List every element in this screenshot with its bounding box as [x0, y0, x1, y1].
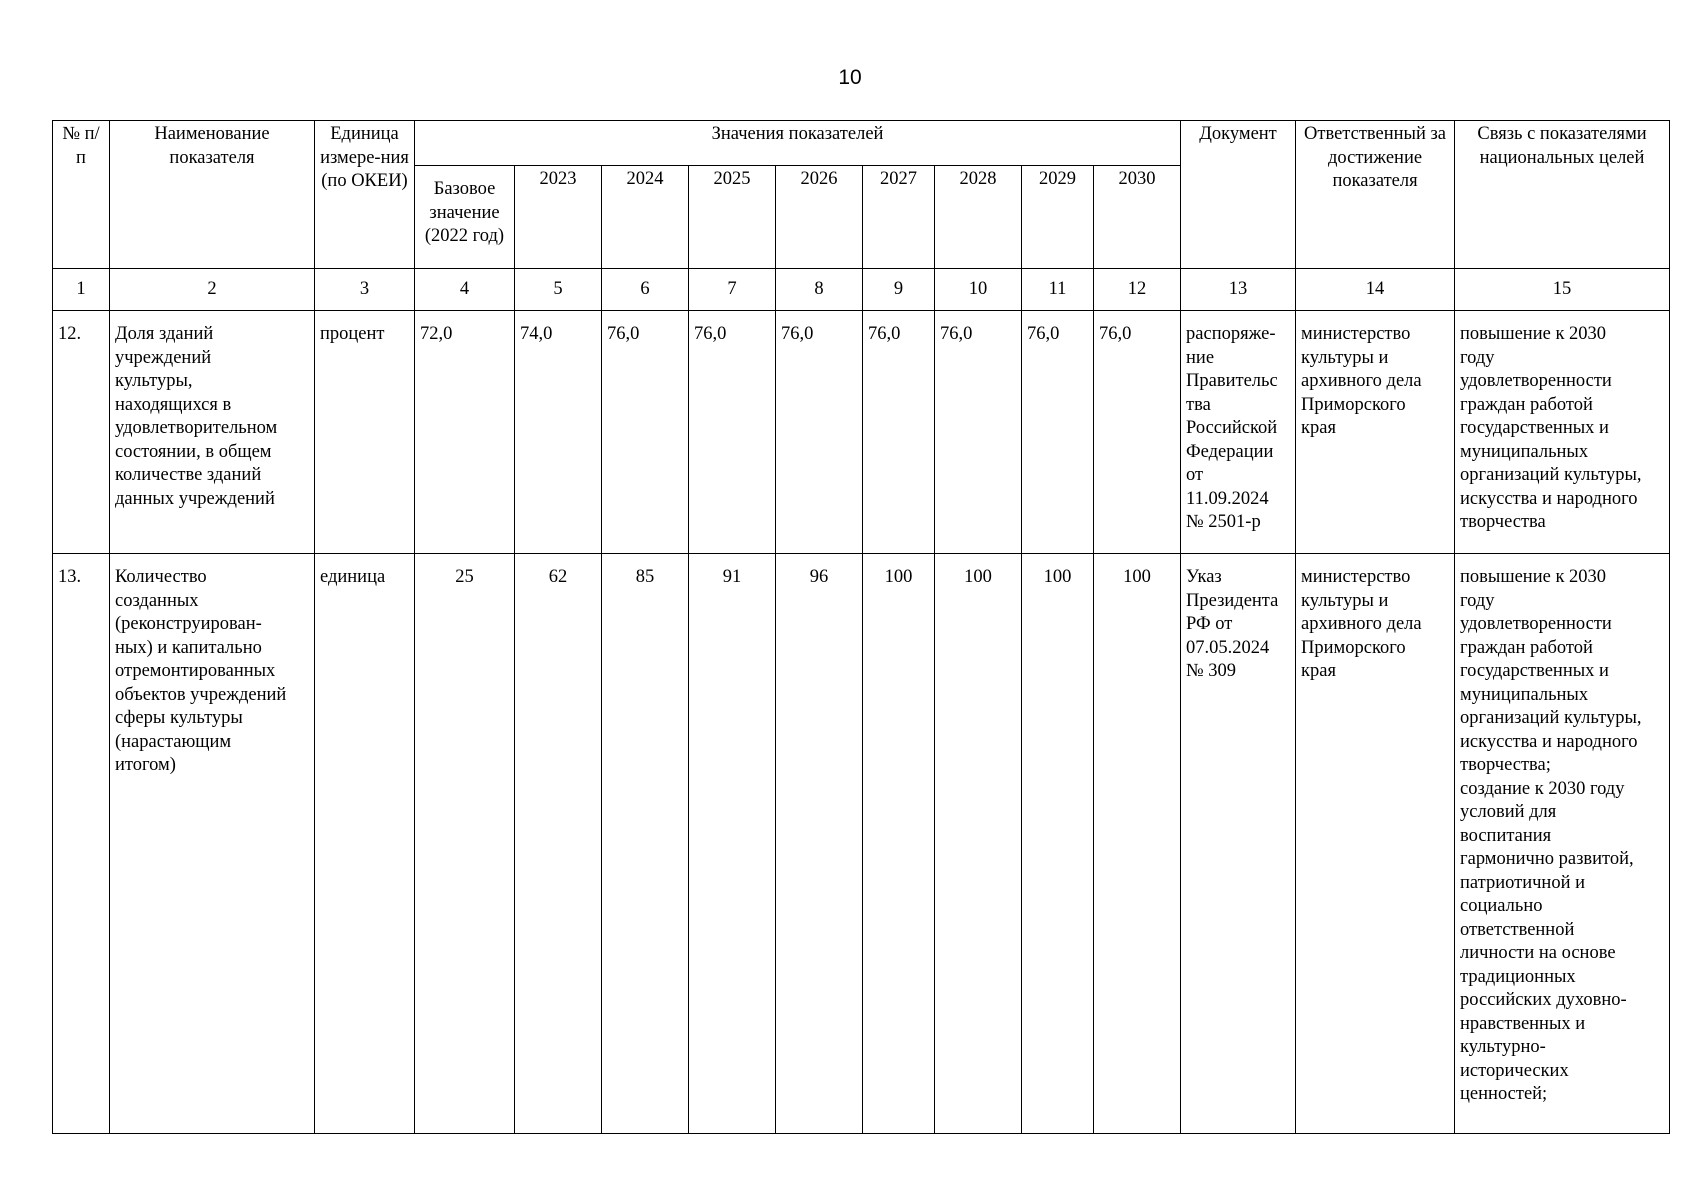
page-number: 10	[838, 66, 862, 89]
year-value: 96	[776, 554, 863, 1134]
header-year: 2026	[776, 166, 863, 269]
column-number: 14	[1296, 269, 1455, 311]
national-goal-link-text: повышение к 2030 году удовлетворенности граждан работой государственных и муниципальных организаций культуры, искусства и народного творчества	[1460, 324, 1642, 532]
responsible-cell	[1296, 554, 1455, 1134]
header-document: Документ	[1181, 121, 1296, 269]
document-text: распоряже- ние Правительс тва Российской Федерации от 11.09.2024 № 2501-р	[1186, 324, 1278, 532]
row-number: 13.	[53, 554, 110, 1134]
year-value: 76,0	[602, 311, 689, 554]
year-value: 62	[515, 554, 602, 1134]
column-number: 10	[935, 269, 1022, 311]
document-text: Указ Президента РФ от 07.05.2024 № 309	[1186, 567, 1279, 681]
header-values-group: Значения показателей	[415, 121, 1181, 166]
header-year: 2027	[863, 166, 935, 269]
header-num: № п/п	[53, 121, 110, 269]
header-year: 2023	[515, 166, 602, 269]
indicators-table	[52, 120, 1670, 1134]
column-number: 9	[863, 269, 935, 311]
base-value: 25	[415, 554, 515, 1134]
column-number: 3	[315, 269, 415, 311]
column-number: 11	[1022, 269, 1094, 311]
column-number: 13	[1181, 269, 1296, 311]
header-year: 2028	[935, 166, 1022, 269]
year-value: 100	[1022, 554, 1094, 1134]
header-year: 2030	[1094, 166, 1181, 269]
header-base-value: Базовое значение (2022 год)	[415, 166, 515, 269]
year-value: 74,0	[515, 311, 602, 554]
column-numbers-row	[53, 269, 1670, 311]
year-value: 76,0	[776, 311, 863, 554]
header-link: Связь с показателями национальных целей	[1455, 121, 1670, 269]
column-number: 6	[602, 269, 689, 311]
indicator-unit: процент	[315, 311, 415, 554]
header-year: 2025	[689, 166, 776, 269]
year-value: 76,0	[935, 311, 1022, 554]
national-goal-link-text: повышение к 2030 году удовлетворенности граждан работой государственных и муниципальных организаций культуры, искусства и народного творчества; создание к 2030 году условий для воспитания гармонично развитой, патриотичной и социально ответственной личности на основе традиционных российских духовно- нравственных и культурно- исторических ценностей;	[1460, 567, 1642, 1104]
year-value: 76,0	[689, 311, 776, 554]
column-number: 5	[515, 269, 602, 311]
year-value: 91	[689, 554, 776, 1134]
column-number: 1	[53, 269, 110, 311]
indicator-name-text: Доля зданий учреждений культуры, находящихся в удовлетворительном состоянии, в общем количестве зданий данных учреждений	[115, 324, 278, 509]
document-cell	[1181, 554, 1296, 1134]
year-value: 76,0	[863, 311, 935, 554]
table-row	[53, 554, 1670, 1134]
national-goal-link-cell	[1455, 311, 1670, 554]
responsible-text: министерство культуры и архивного дела Приморского края	[1301, 324, 1422, 438]
header-year: 2024	[602, 166, 689, 269]
header-name: Наименование показателя	[110, 121, 315, 269]
year-value: 100	[863, 554, 935, 1134]
column-number: 4	[415, 269, 515, 311]
year-value: 76,0	[1022, 311, 1094, 554]
header-responsible: Ответственный за достижение показателя	[1296, 121, 1455, 269]
responsible-cell	[1296, 311, 1455, 554]
header-row	[53, 121, 1670, 166]
row-number: 12.	[53, 311, 110, 554]
national-goal-link-cell	[1455, 554, 1670, 1134]
responsible-text: министерство культуры и архивного дела Приморского края	[1301, 567, 1422, 681]
column-number: 7	[689, 269, 776, 311]
year-value: 100	[935, 554, 1022, 1134]
header-unit: Единица измере-ния (по ОКЕИ)	[315, 121, 415, 269]
year-value: 100	[1094, 554, 1181, 1134]
indicator-name	[110, 554, 315, 1134]
year-value: 85	[602, 554, 689, 1134]
indicator-name	[110, 311, 315, 554]
indicator-unit: единица	[315, 554, 415, 1134]
document-cell	[1181, 311, 1296, 554]
column-number: 12	[1094, 269, 1181, 311]
column-number: 15	[1455, 269, 1670, 311]
base-value: 72,0	[415, 311, 515, 554]
column-number: 2	[110, 269, 315, 311]
column-number: 8	[776, 269, 863, 311]
table-row	[53, 311, 1670, 554]
year-value: 76,0	[1094, 311, 1181, 554]
indicator-name-text: Количество созданных (реконструирован- ных) и капитально отремонтированных объектов учреждений сферы культуры (нарастающим итогом)	[115, 567, 287, 775]
header-year: 2029	[1022, 166, 1094, 269]
